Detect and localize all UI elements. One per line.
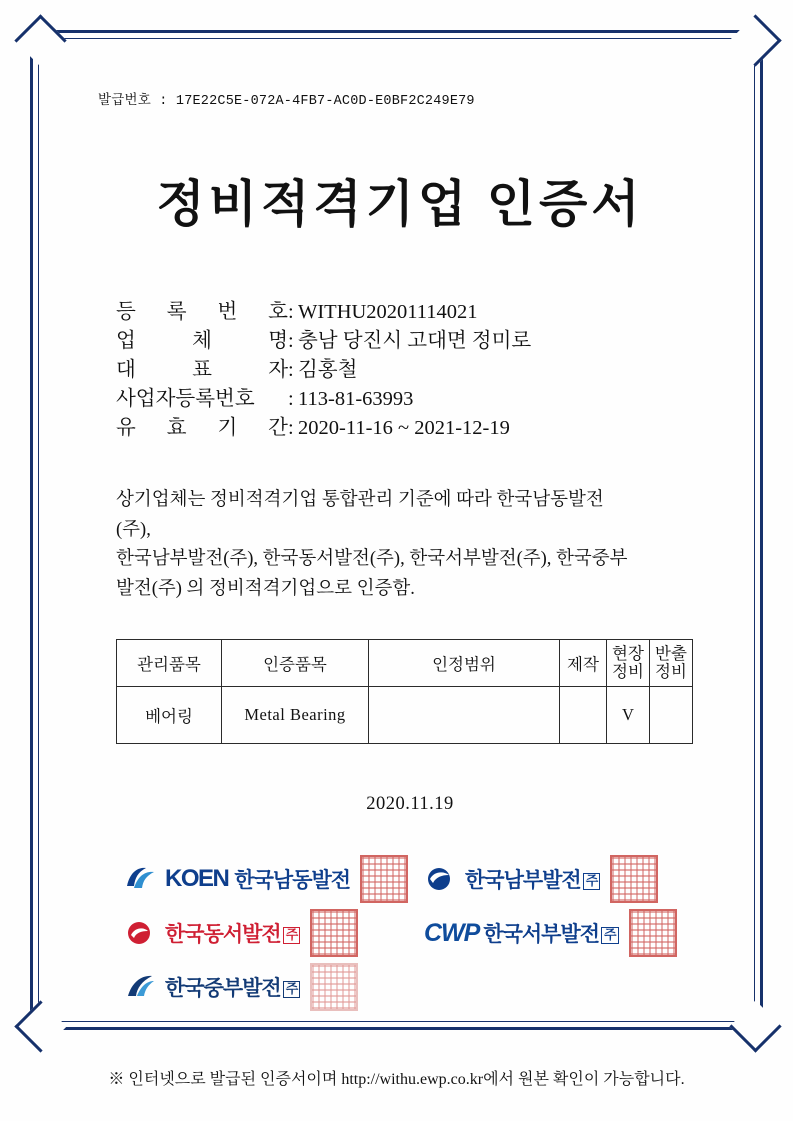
cell-certified-item: Metal Bearing	[222, 687, 369, 744]
stamp-seal-komipo	[310, 963, 358, 1011]
table-body	[117, 687, 693, 744]
footer-note: ※ 인터넷으로 발급된 인증서이며 http://withu.ewp.co.kr에서 원본 확인이 가능합니다.	[108, 1071, 685, 1088]
table-header-row	[117, 640, 693, 687]
page-title: 정비적격기업 인증서	[156, 176, 644, 232]
logo-cwp	[424, 911, 724, 955]
statement-line-1: 상기업체는 정비적격기업 통합관리 기준에 따라 한국남동발전	[116, 489, 604, 510]
certification-table-wrapper	[116, 639, 687, 744]
field-row-representative	[116, 356, 730, 385]
logo-row-1	[124, 857, 724, 901]
statement-line-4: 발전(주) 의 정비적격기업으로 인증함.	[116, 579, 415, 600]
issue-number-value: 17E22C5E-072A-4FB7-AC0D-E0BF2C249E79	[175, 94, 475, 109]
logo-row-3	[124, 965, 724, 1009]
koen-logo-icon	[124, 864, 158, 894]
field-colon-company-name: :	[288, 330, 294, 353]
issue-number-label: 발급번호 :	[98, 94, 168, 109]
logo-kospo	[424, 857, 724, 901]
column-header-managed-item: 관리품목	[117, 640, 222, 687]
issue-number-line	[98, 88, 730, 109]
field-row-business-number	[116, 385, 730, 414]
field-colon-business-number: :	[288, 388, 294, 411]
koen-name: 한국남동발전	[234, 869, 351, 893]
issue-date: 2020.11.19	[366, 794, 454, 815]
field-row-registration-number	[116, 298, 730, 327]
kospo-suffix: 주	[583, 873, 601, 889]
field-value-representative: 김홍철	[298, 359, 358, 382]
onsite-line-2: 정비	[612, 662, 644, 682]
table-header	[117, 640, 693, 687]
statement-line-3: 한국남부발전(주), 한국동서발전(주), 한국서부발전(주), 한국중부	[116, 549, 628, 570]
cell-offsite-maintenance	[650, 687, 693, 744]
field-label-valid-period: 유 효 기 간	[116, 417, 288, 440]
cwp-suffix: 주	[601, 927, 619, 943]
logo-ewp	[124, 911, 424, 955]
ewp-logo-icon	[124, 918, 158, 948]
column-header-offsite-maintenance	[650, 640, 693, 687]
ewp-name: 한국동서발전 주	[165, 918, 300, 948]
column-header-onsite-maintenance	[607, 640, 650, 687]
field-value-business-number: 113-81-63993	[298, 388, 414, 411]
komipo-logo-icon	[124, 972, 158, 1002]
certification-table	[116, 639, 693, 744]
field-list	[116, 298, 730, 444]
koen-wordmark: KOEN	[165, 865, 229, 893]
logo-komipo	[124, 965, 424, 1009]
field-label-company-name: 업 체 명	[116, 330, 288, 353]
field-colon-representative: :	[288, 359, 294, 382]
statement-line-2: (주),	[116, 519, 151, 540]
field-label-representative: 대 표 자	[116, 359, 288, 382]
cell-manufacture	[560, 687, 607, 744]
field-colon-valid-period: :	[288, 417, 294, 440]
cell-scope	[369, 687, 560, 744]
komipo-suffix: 주	[283, 981, 301, 997]
stamp-seal-kospo	[610, 855, 658, 903]
column-header-scope: 인정범위	[369, 640, 560, 687]
komipo-name: 한국중부발전 주	[165, 972, 300, 1002]
certification-statement	[116, 486, 710, 606]
field-value-registration-number: WITHU20201114021	[298, 301, 478, 323]
logo-row-2	[124, 911, 724, 955]
field-colon-registration-number: :	[288, 301, 294, 323]
cwp-wordmark: CWP	[424, 918, 480, 947]
certificate-content	[70, 60, 730, 1019]
kospo-logo-icon	[424, 864, 458, 894]
stamp-seal-ewp	[310, 909, 358, 957]
field-row-valid-period	[116, 414, 730, 443]
kospo-name: 한국남부발전 주	[465, 864, 600, 894]
onsite-line-1: 현장	[612, 643, 644, 663]
field-row-company-name	[116, 327, 730, 356]
column-header-manufacture: 제작	[560, 640, 607, 687]
field-value-valid-period: 2020-11-16 ~ 2021-12-19	[298, 417, 510, 440]
stamp-seal-cwp	[629, 909, 677, 957]
cell-managed-item: 베어링	[117, 687, 222, 744]
table-row	[117, 687, 693, 744]
cell-onsite-maintenance: V	[607, 687, 650, 744]
stamp-seal-koen	[360, 855, 408, 903]
field-label-business-number: 사업자등록번호	[116, 388, 255, 411]
field-label-registration-number: 등 록 번 호	[116, 301, 288, 323]
offsite-line-2: 정비	[655, 662, 687, 682]
cwp-name: 한국서부발전 주	[483, 918, 618, 948]
offsite-line-1: 반출	[655, 643, 687, 663]
logo-koen	[124, 857, 424, 901]
field-value-company-name: 충남 당진시 고대면 정미로	[298, 330, 532, 353]
column-header-certified-item: 인증품목	[222, 640, 369, 687]
issuer-logos	[124, 857, 724, 1009]
ewp-suffix: 주	[283, 927, 301, 943]
